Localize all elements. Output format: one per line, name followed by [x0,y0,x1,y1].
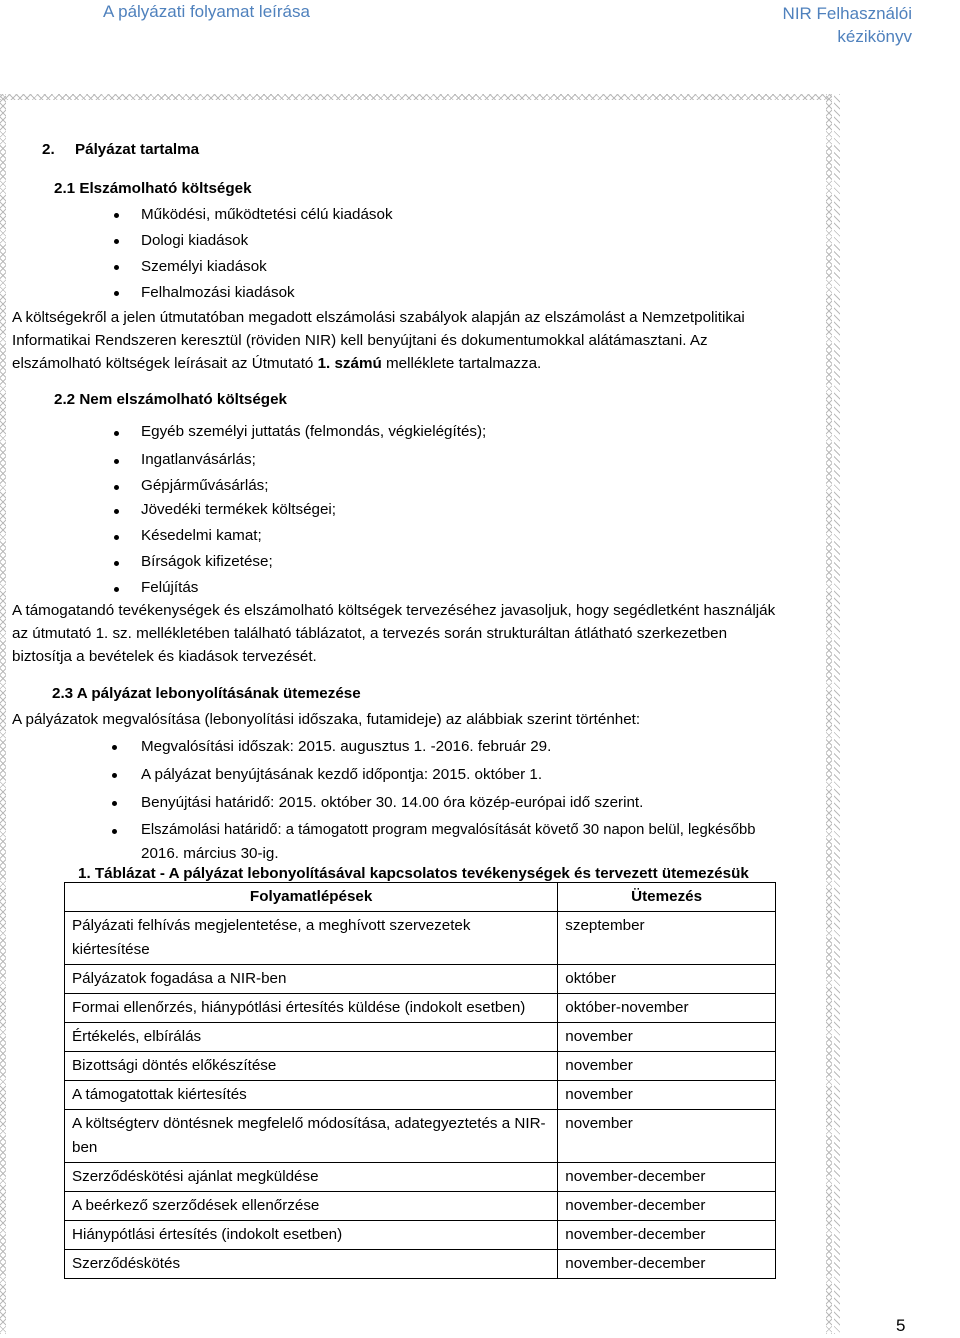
paragraph-line: A pályázatok megvalósítása (lebonyolítási időszaka, futamideje) az alábbiak szerint történhet: [12,711,641,728]
list-item: Jövedéki termékek költségei; [141,501,336,518]
table-header-row [65,883,776,912]
table-row [65,994,776,1023]
decorative-border-left [0,94,6,1334]
table-cell: november-december [558,1250,776,1279]
bullet-icon [114,459,119,464]
table-cell: Formai ellenőrzés, hiánypótlási értesítés küldése (indokolt esetben) [65,994,558,1023]
subsection-2-2-title: 2.2 Nem elszámolható költségek [54,391,287,408]
subsection-2-1-title: 2.1 Elszámolható költségek [54,180,252,197]
table-row [65,1052,776,1081]
paragraph-line: biztosítja a bevételek és kiadások tervezését. [12,648,317,665]
table-cell: november-december [558,1221,776,1250]
bullet-icon [112,773,117,778]
bullet-icon [114,587,119,592]
column-header-steps: Folyamatlépések [65,883,558,912]
list-item: Elszámolási határidő: a támogatott program megvalósítását követő 30 napon belül, legkésőbb [141,822,756,838]
header-doc-name-line2: kézikönyv [837,27,912,46]
list-item: Felújítás [141,579,199,596]
bullet-icon [114,265,119,270]
list-item: Késedelmi kamat; [141,527,262,544]
table-row [65,912,776,965]
table-cell: november [558,1023,776,1052]
table-cell: Értékelés, elbírálás [65,1023,558,1052]
header-title: A pályázati folyamat leírása [103,2,310,21]
bullet-icon [114,535,119,540]
header-doc-name-line1: NIR Felhasználói [782,4,912,23]
paragraph-text: melléklete tartalmazza. [381,355,542,372]
table-cell: A beérkező szerződések ellenőrzése [65,1192,558,1221]
bullet-icon [114,213,119,218]
table-cell: Szerződéskötési ajánlat megküldése [65,1163,558,1192]
table-cell: A költségterv döntésnek megfelelő módosítása, adategyeztetés a NIR-ben [65,1110,558,1163]
table-cell: november-december [558,1192,776,1221]
paragraph-line: A támogatandó tevékenységek és elszámolható költségek tervezéséhez javasoljuk, hogy segédletként használják [12,602,776,619]
table-cell: szeptember [558,912,776,965]
table-cell: Bizottsági döntés előkészítése [65,1052,558,1081]
decorative-border-right-outer [834,94,840,1334]
table-row [65,1110,776,1163]
decorative-border-right [826,94,832,1334]
bullet-icon [114,509,119,514]
decorative-border-top [0,94,832,100]
table-caption: 1. Táblázat - A pályázat lebonyolításával kapcsolatos tevékenységek és tervezett ütemezésük [78,865,749,882]
section-number: 2. [42,141,55,158]
list-item: Felhalmozási kiadások [141,284,295,301]
table-row [65,1163,776,1192]
table-cell: november [558,1081,776,1110]
bullet-icon [114,431,119,436]
paragraph-text: elszámolható költségek leírásait az Útmutató [12,355,318,372]
bullet-icon [114,239,119,244]
paragraph-line: Informatikai Rendszeren keresztül (röviden NIR) kell benyújtani és dokumentumokkal alátámasztani. Az [12,332,708,349]
page-header [0,0,960,90]
table-cell: Pályázati felhívás megjelentetése, a meghívott szervezetek kiértesítése [65,912,558,965]
list-item: Egyéb személyi juttatás (felmondás, végkielégítés); [141,423,487,440]
table-row [65,965,776,994]
bullet-icon [114,485,119,490]
bullet-icon [112,829,117,834]
list-item: Ingatlanvásárlás; [141,451,256,468]
table-row [65,1023,776,1052]
paragraph-line: az útmutató 1. sz. mellékletében található táblázatot, a tervezés során strukturáltan átlátható szerkezetben [12,625,728,642]
header-doc-name [783,2,912,48]
list-item: Gépjárművásárlás; [141,477,269,494]
list-item: A pályázat benyújtásának kezdő időpontja: 2015. október 1. [141,766,543,783]
subsection-2-3-title: 2.3 A pályázat lebonyolításának ütemezése [52,685,361,702]
table-cell: Pályázatok fogadása a NIR-ben [65,965,558,994]
section-title: Pályázat tartalma [75,141,200,158]
table-row [65,1250,776,1279]
bullet-icon [114,561,119,566]
table-cell: A támogatottak kiértesítés [65,1081,558,1110]
page-number: 5 [896,1316,906,1335]
list-item: Személyi kiadások [141,258,267,275]
paragraph-line: A költségekről a jelen útmutatóban megadott elszámolási szabályok alapján az elszámolást a Nemzetpolitikai [12,309,745,326]
table-cell: Szerződéskötés [65,1250,558,1279]
bullet-icon [112,801,117,806]
table-cell: Hiánypótlási értesítés (indokolt esetben) [65,1221,558,1250]
paragraph-line [12,352,541,375]
table-row [65,1221,776,1250]
table-cell: november [558,1052,776,1081]
bullet-icon [114,291,119,296]
bullet-icon [112,745,117,750]
table-cell: október [558,965,776,994]
schedule-table [64,882,776,1279]
list-item-continuation: 2016. március 30-ig. [141,845,279,862]
table-cell: november-december [558,1163,776,1192]
paragraph-emphasis: 1. számú [317,355,382,372]
table-cell: október-november [558,994,776,1023]
table-row [65,1192,776,1221]
column-header-schedule: Ütemezés [558,883,776,912]
table-row [65,1081,776,1110]
list-item: Bírságok kifizetése; [141,553,273,570]
list-item: Működési, működtetési célú kiadások [141,206,393,223]
list-item: Benyújtási határidő: 2015. október 30. 14.00 óra közép-európai idő szerint. [141,794,644,811]
list-item: Megvalósítási időszak: 2015. augusztus 1. -2016. február 29. [141,738,552,755]
table-cell: november [558,1110,776,1163]
list-item: Dologi kiadások [141,232,249,249]
